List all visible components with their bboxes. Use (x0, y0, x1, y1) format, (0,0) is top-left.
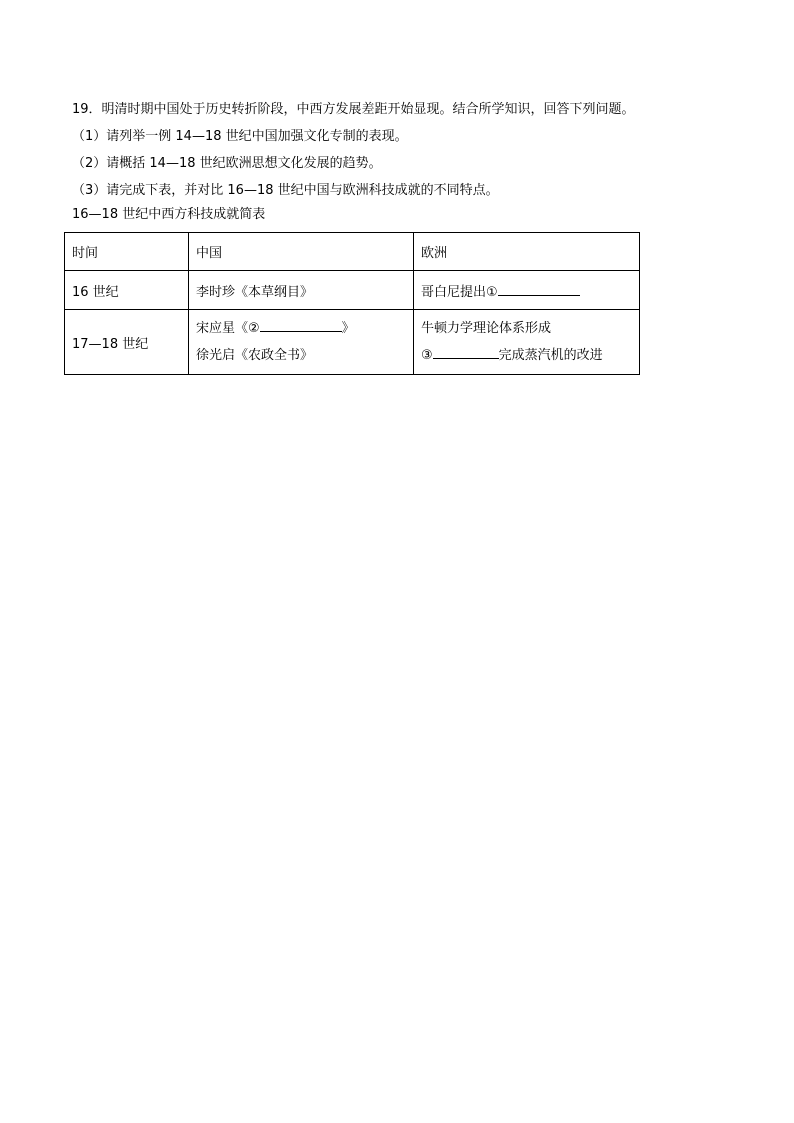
cell-europe-16th (414, 271, 640, 310)
cell-time-17-18th: 17—18 世纪 (65, 310, 189, 375)
china-line-1 (196, 315, 406, 342)
table-caption: 16—18 世纪中西方科技成就简表 (72, 207, 266, 222)
question-stem: 19．明清时期中国处于历史转折阶段，中西方发展差距开始显现。结合所学知识，回答下列问题。 (72, 102, 635, 117)
sub-question-2: （2）请概括 14—18 世纪欧洲思想文化发展的趋势。 (72, 156, 382, 171)
answer-blank-2[interactable] (260, 317, 342, 332)
cell-china-17-18th (189, 310, 414, 375)
europe-16th-prefix: 哥白尼提出 (421, 284, 487, 300)
cell-time-16th: 16 世纪 (65, 271, 189, 310)
header-europe: 欧洲 (414, 233, 640, 271)
cell-china-16th: 李时珍《本草纲目》 (189, 271, 414, 310)
europe-line-2 (421, 342, 632, 369)
table-row (65, 271, 640, 310)
blank-number-3: ③ (421, 348, 433, 363)
table-header-row (65, 233, 640, 271)
answer-blank-3[interactable] (433, 344, 499, 359)
china-line-1-suffix: 》 (341, 321, 355, 336)
answer-blank-1[interactable] (498, 281, 580, 296)
cell-europe-17-18th (414, 310, 640, 375)
europe-line-2-suffix: 完成蒸汽机的改进 (498, 348, 603, 363)
china-line-2: 徐光启《农政全书》 (196, 348, 314, 363)
header-time: 时间 (65, 233, 189, 271)
blank-number-1: ① (486, 284, 498, 300)
achievement-table (64, 232, 640, 375)
question-block (72, 96, 712, 204)
china-line-1-prefix: 宋应星《 (196, 321, 249, 336)
sub-question-1: （1）请列举一例 14—18 世纪中国加强文化专制的表现。 (72, 129, 408, 144)
table-row (65, 310, 640, 375)
sub-question-3: （3）请完成下表，并对比 16—18 世纪中国与欧洲科技成就的不同特点。 (72, 183, 499, 198)
header-china: 中国 (189, 233, 414, 271)
europe-line-1: 牛顿力学理论体系形成 (421, 321, 552, 336)
blank-number-2: ② (248, 321, 260, 336)
